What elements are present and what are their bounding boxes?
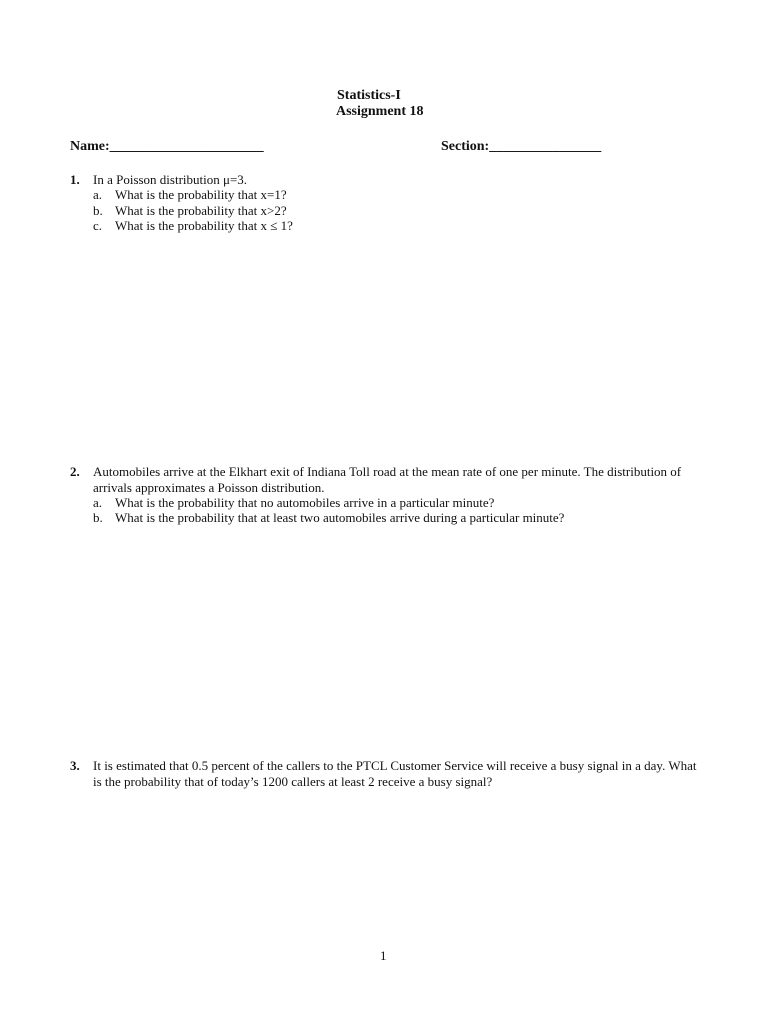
sub-letter: b. xyxy=(93,203,103,218)
sub-text: What is the probability that x>2? xyxy=(115,203,287,218)
question-2-sub-a xyxy=(93,495,494,511)
sub-letter: a. xyxy=(93,495,103,510)
sub-text: What is the probability that x ≤ 1? xyxy=(115,218,293,233)
sub-text: What is the probability that x=1? xyxy=(115,187,287,202)
question-1-sub-b xyxy=(93,203,287,219)
document-title: Statistics-I xyxy=(337,88,401,103)
question-1-number: 1. xyxy=(70,172,80,187)
question-1-sub-a xyxy=(93,187,287,203)
sub-letter: a. xyxy=(93,187,103,202)
sub-letter: c. xyxy=(93,218,103,233)
document-subtitle: Assignment 18 xyxy=(336,104,424,119)
question-2-text: Automobiles arrive at the Elkhart exit of Indiana Toll road at the mean rate of one per minute. The distribution of arrivals approximates a Poisson distribution. xyxy=(93,464,682,495)
name-field: Name:______________________ xyxy=(70,139,264,154)
question-1-text: In a Poisson distribution μ=3. xyxy=(93,172,248,187)
question-1-sub-c xyxy=(93,218,293,234)
page-number: 1 xyxy=(380,948,387,963)
question-3-number: 3. xyxy=(70,758,80,773)
sub-text: What is the probability that no automobiles arrive in a particular minute? xyxy=(115,495,495,510)
section-field: Section:________________ xyxy=(441,139,602,154)
question-2-number: 2. xyxy=(70,464,80,479)
sub-text: What is the probability that at least two automobiles arrive during a particular minute? xyxy=(115,510,565,525)
sub-letter: b. xyxy=(93,510,103,525)
question-2-sub-b xyxy=(93,510,564,526)
question-3-text: It is estimated that 0.5 percent of the callers to the PTCL Customer Service will receive a busy signal in a day. What is the probability that of today’s 1200 callers at least 2 receive a busy signal? xyxy=(93,758,697,789)
